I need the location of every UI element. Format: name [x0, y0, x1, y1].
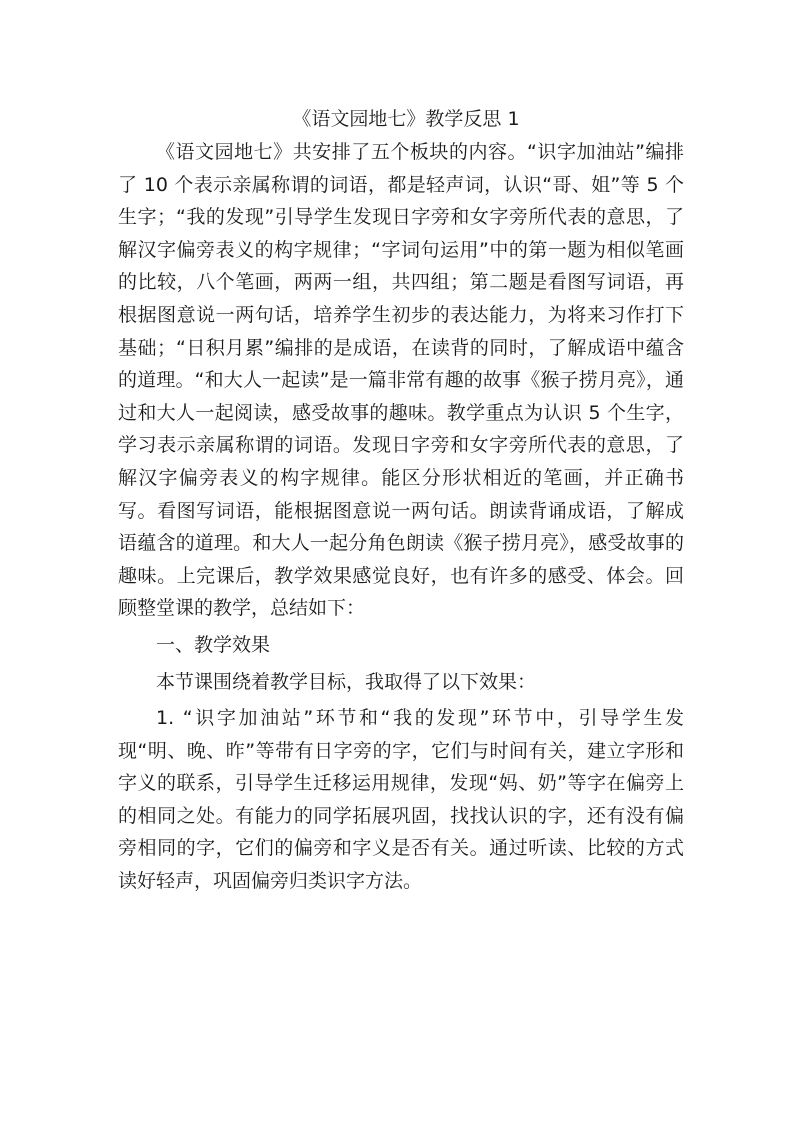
document-title: 《语文园地七》教学反思 1	[292, 108, 520, 130]
point-paragraph: 1. “识字加油站”环节和“我的发现”环节中，引导学生发现“明、晚、昨”等带有日字旁的字，它们与时间有关，建立字形和字义的联系，引导学生迁移运用规律，发现“妈、奶”等字在偏旁上的相同之处。有能力的同学拓展巩固，找找认识的字，还有没有偏旁相同的字，它们的偏旁和字义是否有关。通过听读、比较的方式读好轻声，巩固偏旁归类识字方法。	[118, 707, 684, 893]
section-intro-paragraph: 本节课围绕着教学目标，我取得了以下效果：	[156, 670, 537, 693]
document-body	[118, 102, 684, 898]
intro-paragraph: 《语文园地七》共安排了五个板块的内容。“识字加油站”编排了 10 个表示亲属称谓的词语，都是轻声词，认识“哥、姐”等 5 个生字；“我的发现”引导学生发现日字旁和女字旁所代表的意思，了解汉字偏旁表义的构字规律；“字词句运用”中的第一题为相似笔画的比较，八个笔画，两两一组，共四组；第二题是看图写词语，再根据图意说一两句话，培养学生初步的表达能力，为将来习作打下基础；“日积月累”编排的是成语，在读背的同时，了解成语中蕴含的道理。“和大人一起读”是一篇非常有趣的故事《猴子捞月亮》，通过和大人一起阅读，感受故事的趣味。教学重点为认识 5 个生字，学习表示亲属称谓的词语。发现日字旁和女字旁所代表的意思，了解汉字偏旁表义的构字规律。能区分形状相近的笔画，并正确书写。看图写词语，能根据图意说一两句话。朗读背诵成语，了解成语蕴含的道理。和大人一起分角色朗读《猴子捞月亮》，感受故事的趣味。上完课后，教学效果感觉良好，也有许多的感受、体会。回顾整堂课的教学，总结如下：	[118, 141, 684, 620]
section-heading: 一、教学效果	[156, 633, 271, 656]
